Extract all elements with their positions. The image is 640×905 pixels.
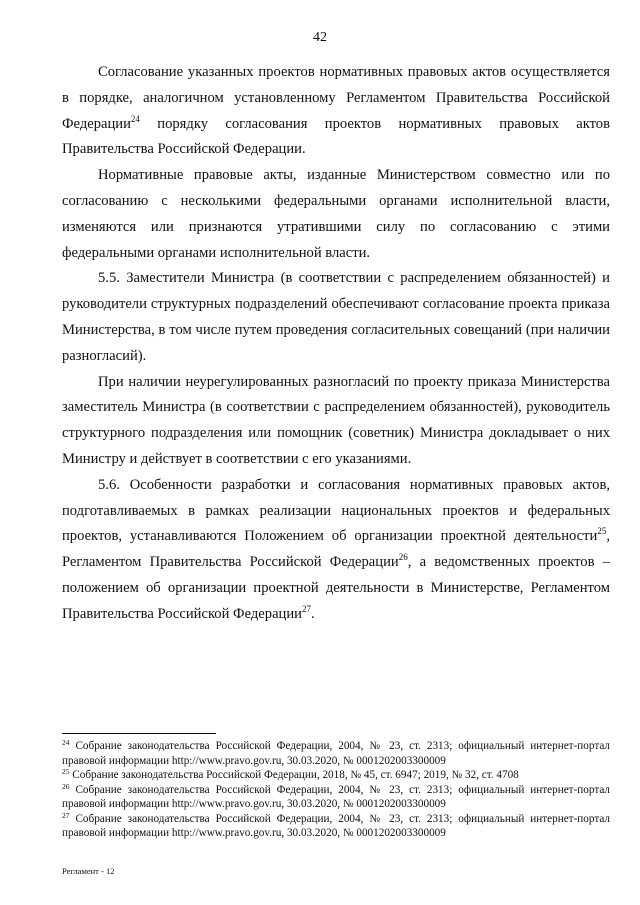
footnote-ref-27: 27 — [301, 603, 311, 614]
paragraph-approval-procedure: Согласование указанных проектов нормативных правовых актов осуществляется в порядке, аналогичном установленному Регламентом Правительства Российской Федерации$^{24}$ порядку согласования проектов нормативных правовых актов Правительства Российской Федерации. — [62, 64, 610, 158]
footnote-ref-26: 26 — [398, 552, 408, 563]
paragraph-5-5: 5.5. Заместители Министра (в соответствии с распределением обязанностей) и руководители структурных подразделений обеспечивают согласование проекта приказа Министерства, в том числе путем проведения согласительных совещаний (при наличии разногласий). — [62, 270, 610, 364]
page-number: 42 — [313, 30, 327, 45]
footnote-26: $^{26}$ Собрание законодательства Российской Федерации, 2004, № 23, ст. 2313; официальный интернет-портал правовой информации http://www.pravo.gov.ru, 30.03.2020, № 0001202003300009 — [62, 781, 610, 810]
footnote-25: $^{25}$ Собрание законодательства Российской Федерации, 2018, № 45, ст. 6947; 2019, № 32, ст. 4708 — [62, 767, 519, 781]
paragraph-joint-acts: Нормативные правовые акты, изданные Министерством совместно или по согласованию с несколькими федеральными органами исполнительной власти, изменяются или признаются утратившими силу по согласованию с этими федеральными органами исполнительной власти. — [62, 167, 610, 261]
paragraph-disagreements: При наличии неурегулированных разногласий по проекту приказа Министерства заместитель Министра (в соответствии с распределением обязанностей), руководитель структурного подразделения или помощник (советник) Министра докладывает о них Министру и действует в соответствии с его указаниями. — [62, 373, 610, 467]
document-body — [62, 60, 610, 628]
page-footer: Регламент - 12 — [62, 866, 115, 876]
footnotes — [62, 739, 610, 841]
paragraph-5-6: 5.6. Особенности разработки и согласования нормативных правовых актов, подготавливаемых в рамках реализации национальных проектов и федеральных проектов, устанавливаются Положением об организации проектной деятельности$^{25}$, Регламентом Правительства Российской Федерации$^{26}$, а ведомственных проектов – положением об организации проектной деятельности в Министерстве, Регламентом Правительства Российской Федерации$^{27}$. — [62, 476, 610, 622]
footnote-24: $^{24}$ Собрание законодательства Российской Федерации, 2004, № 23, ст. 2313; официальный интернет-портал правовой информации http://www.pravo.gov.ru, 30.03.2020, № 0001202003300009 — [62, 738, 610, 767]
footnote-27: $^{27}$ Собрание законодательства Российской Федерации, 2004, № 23, ст. 2313; официальный интернет-портал правовой информации http://www.pravo.gov.ru, 30.03.2020, № 0001202003300009 — [62, 810, 610, 839]
footnote-ref-24: 24 — [130, 113, 140, 124]
footnote-divider — [62, 733, 216, 734]
footnote-ref-25: 25 — [597, 526, 607, 537]
